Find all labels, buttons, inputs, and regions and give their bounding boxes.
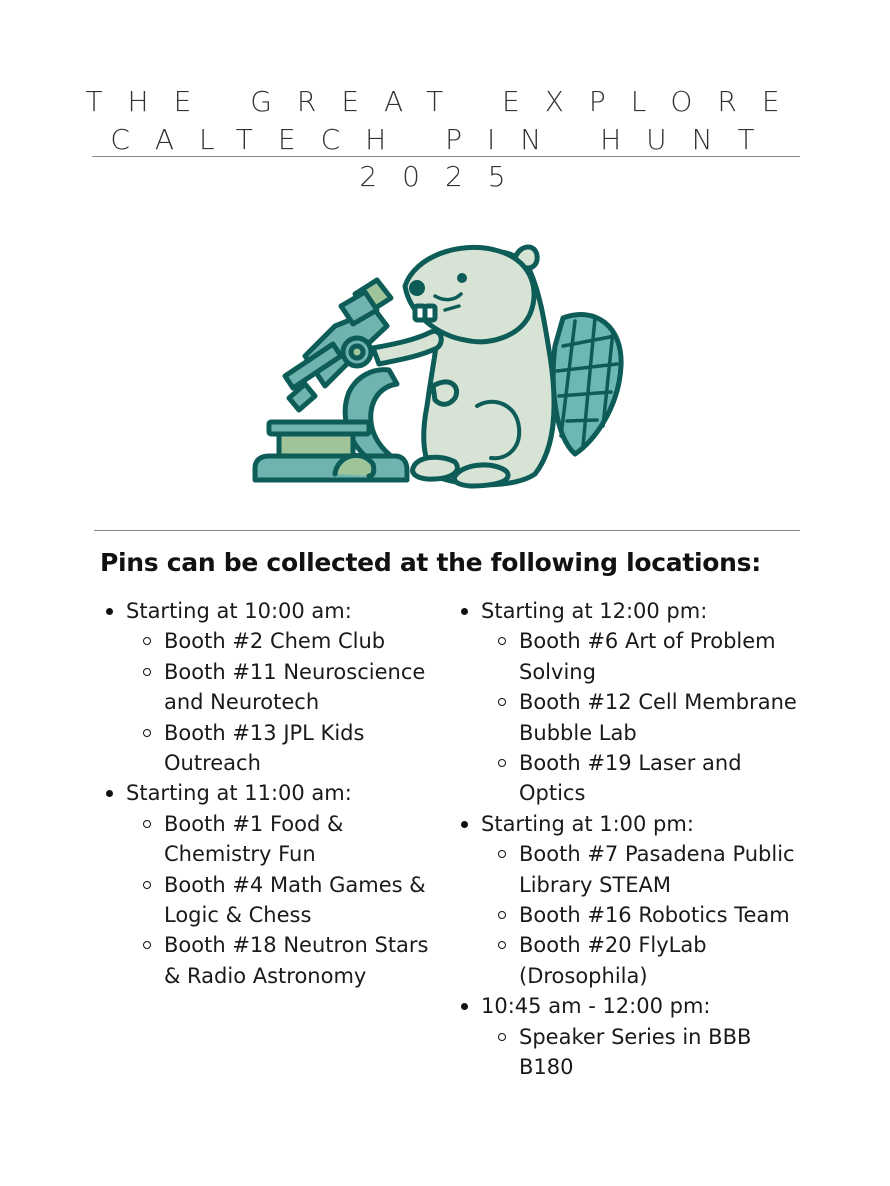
hollow-bullet-icon (498, 941, 506, 949)
title-divider (92, 156, 800, 157)
time-slot (455, 596, 805, 809)
booth-item (126, 657, 445, 718)
time-slot (455, 809, 805, 991)
booth-item (481, 626, 805, 687)
hollow-bullet-icon (143, 881, 151, 889)
booth-item (126, 718, 445, 779)
booth-item (126, 870, 445, 931)
hollow-bullet-icon (143, 941, 151, 949)
booth-label: Booth #7 Pasadena Public Library STEAM (519, 842, 795, 897)
hollow-bullet-icon (498, 1033, 506, 1041)
booth-item (126, 809, 445, 870)
title-year: 2025 (359, 160, 531, 193)
title-line-2: CALTECH PIN HUNT (110, 123, 780, 156)
booth-label: Booth #11 Neuroscience and Neurotech (164, 659, 426, 715)
booth-label: Speaker Series in BBB B180 (519, 1024, 752, 1080)
booth-label: Booth #1 Food & Chemistry Fun (164, 811, 344, 867)
time-slot (100, 778, 445, 991)
booth-label: Booth #18 Neutron Stars & Radio Astronomy (164, 933, 429, 988)
booth-item (481, 687, 805, 748)
hollow-bullet-icon (143, 820, 151, 828)
time-slot-label: Starting at 1:00 pm: (481, 811, 694, 836)
filled-bullet-icon (461, 608, 468, 615)
hollow-bullet-icon (498, 850, 506, 858)
booth-label: Booth #4 Math Games & Logic & Chess (164, 872, 426, 928)
filled-bullet-icon (106, 608, 113, 615)
beaver-with-microscope-icon (245, 236, 635, 496)
time-slot-label: Starting at 10:00 am: (126, 599, 352, 623)
booth-item (126, 626, 445, 656)
booth-label: Booth #2 Chem Club (164, 629, 386, 654)
hollow-bullet-icon (498, 637, 506, 645)
hollow-bullet-icon (498, 911, 506, 919)
time-slot-label: Starting at 11:00 am: (126, 781, 352, 806)
time-slot-label: Starting at 12:00 pm: (481, 599, 708, 623)
hollow-bullet-icon (143, 668, 151, 676)
booth-label: Booth #13 JPL Kids Outreach (164, 720, 365, 776)
booth-item (481, 748, 805, 809)
filled-bullet-icon (461, 821, 468, 828)
booth-item (481, 1022, 805, 1083)
time-slot-label: 10:45 am - 12:00 pm: (481, 994, 711, 1019)
locations-heading: Pins can be collected at the following locations: (100, 548, 761, 577)
booth-label: Booth #16 Robotics Team (519, 903, 790, 928)
booth-item (126, 930, 445, 991)
booth-label: Booth #19 Laser and Optics (519, 751, 742, 806)
booth-label: Booth #20 FlyLab (Drosophila) (519, 933, 707, 988)
booth-item (481, 930, 805, 991)
time-slot (100, 596, 445, 778)
section-divider (94, 530, 800, 531)
schedule-left-column (100, 596, 445, 991)
hollow-bullet-icon (143, 729, 151, 737)
title-line-1: THE GREAT EXPLORE (85, 85, 805, 118)
schedule-right-column (455, 596, 805, 1083)
hollow-bullet-icon (498, 698, 506, 706)
hollow-bullet-icon (498, 759, 506, 767)
booth-item (481, 900, 805, 930)
booth-label: Booth #12 Cell Membrane Bubble Lab (519, 690, 797, 745)
time-slot (455, 991, 805, 1082)
filled-bullet-icon (106, 790, 113, 797)
hollow-bullet-icon (143, 637, 151, 645)
booth-label: Booth #6 Art of Problem Solving (519, 629, 776, 684)
filled-bullet-icon (461, 1003, 468, 1010)
booth-item (481, 839, 805, 900)
